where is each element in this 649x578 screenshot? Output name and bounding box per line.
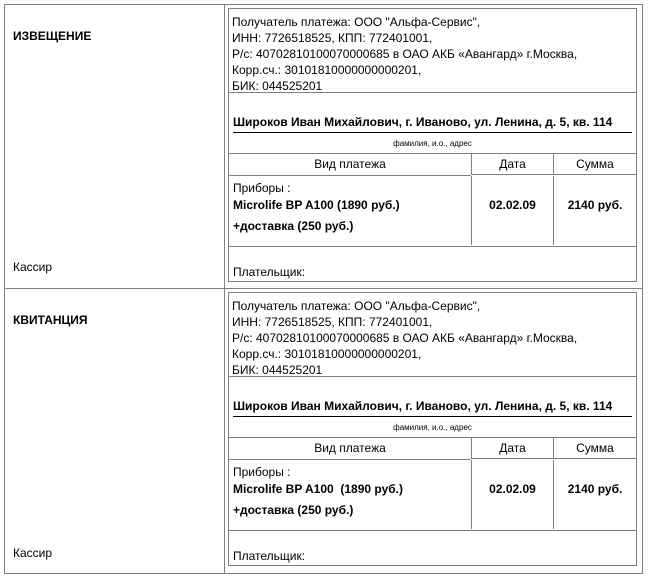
- recipient-line: Получатель платежа: ООО "Альфа-Сервис",: [232, 299, 481, 313]
- payment-table: [229, 438, 636, 531]
- payer-label: Плательщик:: [233, 265, 306, 279]
- payer-block: [229, 93, 636, 154]
- notice-title: ИЗВЕЩЕНИЕ: [13, 29, 92, 43]
- header-date: Дата: [471, 154, 553, 175]
- header-sum: Сумма: [553, 154, 636, 175]
- payer-caption: фамилия, и.о., адрес: [393, 139, 472, 148]
- receipt-title: КВИТАНЦИЯ: [13, 313, 88, 327]
- payer-underline: [233, 416, 632, 417]
- notice-section: [5, 5, 642, 288]
- header-date: Дата: [471, 438, 553, 459]
- desc-delivery: +доставка (250 руб.): [233, 219, 354, 233]
- receipt-section: [5, 289, 642, 574]
- desc-product: Microlife BP A100 (1890 руб.): [233, 482, 403, 496]
- payer-caption: фамилия, и.о., адрес: [393, 423, 472, 432]
- receipt-details: [228, 292, 637, 566]
- header-payment-type: Вид платежа: [229, 438, 471, 460]
- column-divider: [224, 5, 225, 288]
- payer-name: Широков Иван Михайлович, г. Иваново, ул. Ленина, д. 5, кв. 114: [233, 399, 613, 413]
- desc-product: Microlife BP A100 (1890 руб.): [233, 198, 400, 212]
- cashier-label: Кассир: [13, 260, 53, 274]
- receipt-left-column: [5, 289, 224, 574]
- payment-date: 02.02.09: [471, 176, 553, 245]
- recipient-line: БИК: 044525201: [232, 79, 323, 93]
- header-payment-type: Вид платежа: [229, 154, 471, 176]
- payer-block: [229, 377, 636, 438]
- payment-description: [229, 460, 471, 529]
- header-sum: Сумма: [553, 438, 636, 459]
- recipient-line: ИНН: 7726518525, КПП: 772401001,: [232, 315, 433, 329]
- recipient-line: Получатель платежа: ООО "Альфа-Сервис",: [232, 15, 481, 29]
- payment-description: [229, 176, 471, 245]
- desc-line: Приборы :: [233, 181, 291, 195]
- payment-form: [4, 4, 643, 574]
- notice-left-column: [5, 5, 224, 288]
- payer-signature-row: [229, 531, 636, 565]
- payment-sum: 2140 руб.: [553, 176, 636, 245]
- desc-delivery: +доставка (250 руб.): [233, 503, 354, 517]
- cashier-label: Кассир: [13, 546, 53, 560]
- payer-signature-row: [229, 247, 636, 281]
- payer-label: Плательщик:: [233, 549, 306, 563]
- recipient-line: Корр.сч.: 30101810000000000201,: [232, 347, 422, 361]
- desc-line: Приборы :: [233, 465, 291, 479]
- column-divider: [224, 289, 225, 574]
- payment-table: [229, 154, 636, 247]
- recipient-line: Р/с: 40702810100070000685 в ОАО АКБ «Авангард» г.Москва,: [232, 331, 578, 345]
- recipient-block: [229, 293, 636, 377]
- recipient-line: БИК: 044525201: [232, 363, 323, 377]
- recipient-line: Р/с: 40702810100070000685 в ОАО АКБ «Авангард» г.Москва,: [232, 47, 578, 61]
- notice-details: [228, 8, 637, 282]
- recipient-block: [229, 9, 636, 93]
- payer-name: Широков Иван Михайлович, г. Иваново, ул. Ленина, д. 5, кв. 114: [233, 115, 613, 129]
- payment-sum: 2140 руб.: [553, 460, 636, 529]
- payer-underline: [233, 132, 632, 133]
- recipient-line: ИНН: 7726518525, КПП: 772401001,: [232, 31, 433, 45]
- payment-date: 02.02.09: [471, 460, 553, 529]
- recipient-line: Корр.сч.: 30101810000000000201,: [232, 63, 422, 77]
